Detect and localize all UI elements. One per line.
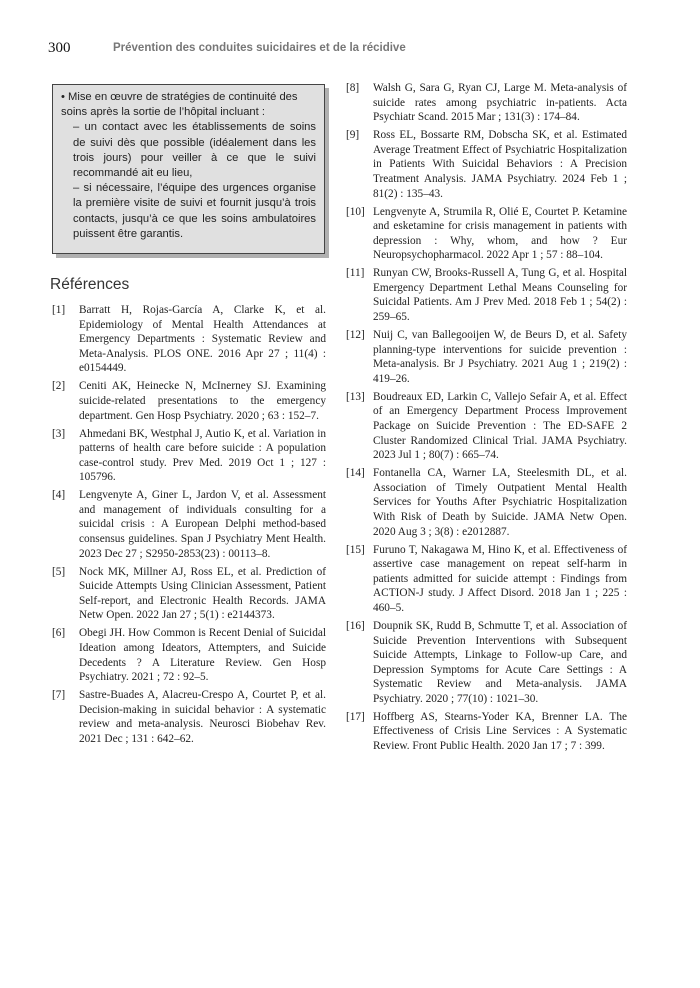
reference-number: [7] <box>52 689 66 702</box>
references-column-right <box>346 81 627 757</box>
reference-number: [5] <box>52 565 66 578</box>
reference-text: Barratt H, Rojas-García A, Clarke K, et al. Epidemiology of Mental Health Attendances at Emergency Departments : Systematic Review and Meta-Analysis. PLOS ONE. 2016 Apr 27 ; 11(4) : e0154449. <box>79 304 326 375</box>
reference-text: Sastre-Buades A, Alacreu-Crespo A, Courtet P, et al. Decision-making in suicidal behavior : A systematic review and meta-analysis. Neurosci Biobehav Rev. 2021 Dec ; 131 : 642–62. <box>79 689 326 745</box>
reference-item <box>346 81 627 125</box>
reference-number: [8] <box>346 82 360 94</box>
reference-text: Boudreaux ED, Larkin C, Vallejo Sefair A, et al. Effect of an Emergency Department Process Improvement Package on Suicide Prevention : The ED-SAFE 2 Cluster Randomized Clinical Trial. JAMA Psychiatry. 2023 Jul 1 ; 80(7) : 665–74. <box>373 390 627 462</box>
reference-item <box>346 710 627 754</box>
reference-text: Ross EL, Bossarte RM, Dobscha SK, et al. Estimated Average Treatment Effect of Psychiatric Hospitalization in Patients With Suicidal Behaviors : A Precision Treatment Analysis. JAMA Psychiatry. 2024 Feb 1 ; 81(2) : 135–43. <box>373 129 627 200</box>
reference-number: [4] <box>52 489 66 502</box>
reference-text: Hoffberg AS, Stearns-Yoder KA, Brenner LA. The Effectiveness of Crisis Line Services : A Systematic Review. Front Public Health. 2020 Jan 17 ; 7 : 399. <box>373 710 627 753</box>
reference-item <box>346 619 627 707</box>
references-heading: Références <box>50 276 130 293</box>
box-sub-item: – un contact avec les établissements de soins de suivi dès que possible (idéalement dans les trois jours) pour veiller à ce que le suivi recommandé ait eu lieu, <box>73 121 316 180</box>
reference-item <box>346 328 627 386</box>
reference-number: [3] <box>52 427 66 440</box>
reference-number: [14] <box>346 467 365 480</box>
reference-text: Nock MK, Millner AJ, Ross EL, et al. Prediction of Suicide Attempts Using Clinician Assessment, Patient Self-report, and Electronic Health Records. JAMA Netw Open. 2022 Jan 27 ; 5(1) : e2144373. <box>79 565 326 622</box>
reference-number: [11] <box>346 267 365 280</box>
reference-number: [2] <box>52 380 66 393</box>
reference-item <box>52 688 326 746</box>
box-sub-item: – si nécessaire, l’équipe des urgences organise la première visite de suivi et fournit jusqu’à trois contacts, jusqu’à ce que les soins ambulatoires puissent être garantis. <box>73 182 316 240</box>
reference-number: [1] <box>52 304 66 316</box>
reference-number: [6] <box>52 627 66 640</box>
reference-number: [16] <box>346 619 365 632</box>
reference-number: [15] <box>346 543 365 556</box>
reference-number: [17] <box>346 710 365 723</box>
reference-text: Lengvenyte A, Strumila R, Olié E, Courtet P. Ketamine and esketamine for crisis management in patients with depression : Why, whom, and how ? Eur Neuropsychopharmacol. 2022 Apr 1 ; 57 : 88–104. <box>373 205 627 262</box>
reference-text: Ahmedani BK, Westphal J, Autio K, et al. Variation in patterns of health care before suicide : A population case-control study. Prev Med. 2019 Oct 1 ; 127 : 105796. <box>79 427 326 484</box>
reference-item <box>346 390 627 463</box>
reference-text: Walsh G, Sara G, Ryan CJ, Large M. Meta-analysis of suicide rates among psychiatric in-patients. Acta Psychiatr Scand. 2015 Mar ; 131(3) : 174–84. <box>373 82 627 124</box>
reference-item <box>52 303 326 376</box>
page-number: 300 <box>48 40 71 56</box>
box-bullet: • Mise en œuvre de stratégies de continuité des soins après la sortie de l’hôpital incluant : <box>61 91 298 119</box>
reference-text: Ceniti AK, Heinecke N, McInerney SJ. Examining suicide-related presentations to the emergency department. Gen Hosp Psychiatry. 2020 ; 63 : 152–7. <box>79 380 326 422</box>
reference-text: Doupnik SK, Rudd B, Schmutte T, et al. Association of Suicide Prevention Interventions with Subsequent Suicide Attempts, Linkage to Follow-up Care, and Depression Symptoms for Acute Care Settings : A Systematic Review and Meta-analysis. JAMA Psychiatry. 2020 ; 77(10) : 1021–30. <box>373 619 627 705</box>
reference-item <box>346 266 627 324</box>
reference-number: [12] <box>346 329 365 342</box>
reference-item <box>346 543 627 616</box>
running-title: Prévention des conduites suicidaires et de la récidive <box>113 42 406 54</box>
reference-text: Fontanella CA, Warner LA, Steelesmith DL, et al. Association of Timely Outpatient Mental Health Services for Youths After Psychiatric Hospitalization With Risk of Death by Suicide. JAMA Netw Open. 2020 Aug 3 ; 3(8) : e2012887. <box>373 467 627 538</box>
reference-item <box>52 488 326 561</box>
reference-text: Furuno T, Nakagawa M, Hino K, et al. Effectiveness of assertive case management on repeat self-harm in patients admitted for suicide attempt : Findings from ACTION-J study. J Affect Disord. 2018 Jan 1 ; 225 : 460–5. <box>373 543 627 614</box>
reference-text: Obegi JH. How Common is Recent Denial of Suicidal Ideation among Ideators, Attempters, and Suicide Decedents ? A Literature Review. Gen Hosp Psychiatry. 2021 ; 72 : 92–5. <box>79 627 326 684</box>
reference-number: [13] <box>346 390 365 403</box>
reference-item <box>52 379 326 423</box>
reference-item <box>346 128 627 201</box>
recommendation-box <box>52 84 325 254</box>
reference-item <box>346 205 627 263</box>
reference-number: [10] <box>346 205 365 218</box>
reference-item <box>52 626 326 684</box>
reference-number: [9] <box>346 129 360 142</box>
reference-item <box>346 466 627 539</box>
references-column-left <box>52 303 326 750</box>
reference-item <box>52 427 326 485</box>
reference-item <box>52 565 326 623</box>
reference-text: Nuij C, van Ballegooijen W, de Beurs D, et al. Safety planning-type interventions for suicide prevention : Meta-analysis. Br J Psychiatry. 2021 Aug 1 ; 219(2) : 419–26. <box>373 329 627 385</box>
reference-text: Runyan CW, Brooks-Russell A, Tung G, et al. Hospital Emergency Department Lethal Means Counseling for Suicidal Patients. Am J Prev Med. 2018 Feb 1 ; 54(2) : 259–65. <box>373 267 627 324</box>
reference-text: Lengvenyte A, Giner L, Jardon V, et al. Assessment and management of individuals consulting for a suicidal crisis : A European Delphi method-based consensus guidelines. Span J Psychiatry Ment Health. 2023 Dec 27 ; S2950-2853(23) : 00113–8. <box>79 489 326 560</box>
